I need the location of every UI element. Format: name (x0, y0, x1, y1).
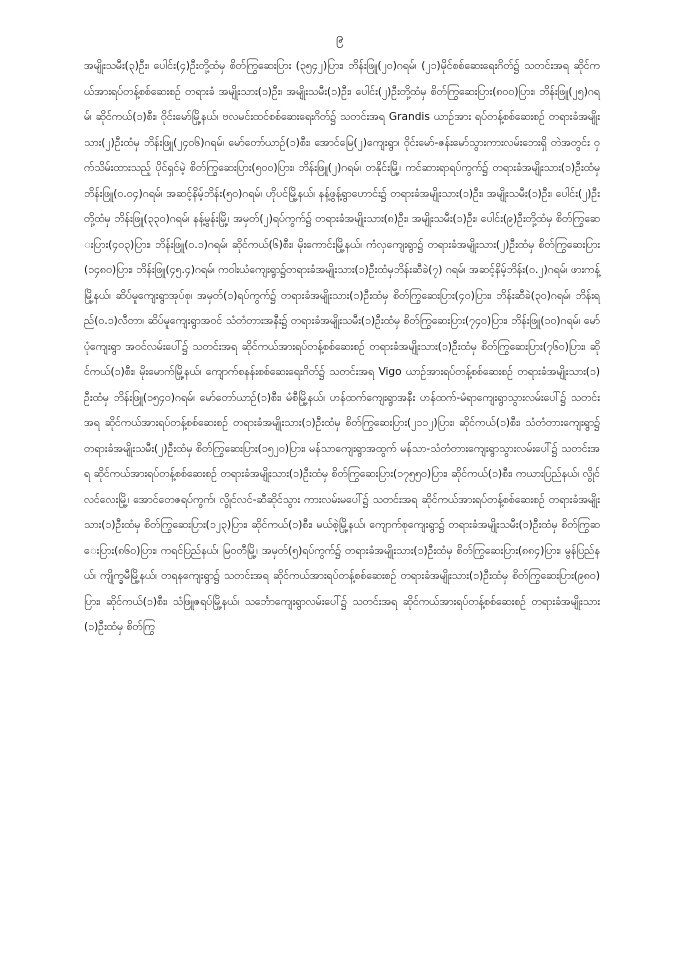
page-number: ၉ (335, 31, 344, 46)
body-paragraph: အမျိုးသမီး(၃)ဦး၊ ပေါင်း(၄)ဦးတို့ထံမှ စိတ်ကြွဆေးပြား (၃၅၄၂)ပြား၊ ဘိန်းဖြူ(၂၀)ဂရမ်၊ (၂၁)မိုင်စစ်ဆေးရေးဂိတ်၌ သတင်းအရ ဆိုင်ကယ်အားရပ်တန့်စစ်ဆေးစဉ် တရားခံ အမျိုးသား(၁)ဦး၊ အမျိုးသမီး(၁)ဦး၊ ပေါင်း(၂)ဦးတို့ထံမှ စိတ်ကြွဆေးပြား(၈၀၀)ပြား၊ ဘိန်းဖြူ(၂၅)ဂရမ်၊ ဆိုင်ကယ်(၁)စီး၊ ဝိုင်းမော်မြို့နယ်၊ ဗလမင်းထင်စစ်ဆေးရေးဂိတ်၌ သတင်းအရ Grandis ယာဉ်အား ရပ်တန့်စစ်ဆေးစဉ် တရားခံအမျိုးသား(၂)ဦးထံမှ ဘိန်းဖြူ(၂၄၀၆)ဂရမ်၊ မော်တော်ယာဉ်(၁)စီး၊ အောင်မြေ(၂)ကျေးရွာ၊ ဝိုင်းမော်-ဇန်းမော်သွားကားလမ်းဘေးရှိ တဲအတွင်း ဝှက်သိမ်းထားသည့် ပိုင်ရှင်မဲ့ စိတ်ကြွဆေးပြား(၅၀၀)ပြား၊ ဘိန်းဖြူ(၂)ဂရမ်၊ တနိုင်းမြို့၊ ကင်ဆားရာရပ်ကွက်၌ တရားခံအမျိုးသား(၁)ဦးထံမှ ဘိန်းဖြူ(၀.၀၄)ဂရမ်၊ အဆင့်နိမ့်ဘိန်း(၅၀)ဂရမ်၊ ဟိုပင်မြို့နယ်၊ နန့်ဖွန့်ရွာဟောင်း၌ တရားခံအမျိုးသား(၁)ဦး၊ အမျိုးသမီး(၁)ဦး၊ ပေါင်း(၂)ဦးတို့ထံမှ ဘိန်းဖြူ(၃၃၀)ဂရမ်၊ နန့်မွန်းမြို့၊ အမှတ်(၂)ရပ်ကွက်၌ တရားခံအမျိုးသား(၈)ဦး၊ အမျိုးသမီး(၁)ဦး၊ ပေါင်း(၉)ဦးတို့ထံမှ စိတ်ကြွဆေးပြား(၄၀၃)ပြား၊ ဘိန်းဖြူ(၀.၁)ဂရမ်၊ ဆိုင်ကယ်(၆)စီး၊ မိုးကောင်းမြို့နယ်၊ ကံလှကျေးရွာ၌ တရားခံအမျိုးသား(၂)ဦးထံမှ စိတ်ကြွဆေးပြား(၁၄၈၀)ပြား၊ ဘိန်းဖြူ(၄၅.၄)ဂရမ်၊ ကဝါးယံကျေးရွာ၌တရားခံအမျိုးသား(၁)ဦးထံမှဘိန်းဆီခဲ(၇) ဂရမ်၊ အဆင့်နိမ့်ဘိန်း(၀.၂)ဂရမ်၊ ဖားကန့်မြို့နယ်၊ ဆိပ်မူကျေးရွာအုပ်စု၊ အမှတ်(၁)ရပ်ကွက်၌ တရားခံအမျိုးသား(၁)ဦးထံမှ စိတ်ကြွဆေးပြား(၄၀)ပြား၊ ဘိန်းဆီခဲ(၃၀)ဂရမ်၊ ဘိန်းရည်(၀.၁)လီတာ၊ ဆိပ်မူကျေးရွာအဝင် သံတံတားအနီး၌ တရားခံအမျိုးသမီး(၁)ဦးထံမှ စိတ်ကြွဆေးပြား(၇၄၀)ပြား၊ ဘိန်းဖြူ(၁၀)ဂရမ်၊ မော်ပုံကျေးရွာ အဝင်လမ်းပေါ်၌ သတင်းအရ ဆိုင်ကယ်အားရပ်တန့်စစ်ဆေးစဉ် တရားခံအမျိုးသား(၁)ဦးထံမှ စိတ်ကြွဆေးပြား(၇၆၀)ပြား၊ ဆိုင်ကယ်(၁)စီး၊ မိုးမောက်မြို့နယ်၊ ကျောက်စနန်းစစ်ဆေးရေးဂိတ်၌ သတင်းအရ Vigo ယာဉ်အားရပ်တန့်စစ်ဆေးစဉ် တရားခံအမျိုးသား(၁)ဦးထံမှ ဘိန်းဖြူ(၁၅၄၀)ဂရမ်၊ မော်တော်ယာဉ်(၁)စီး၊ မံစီမြို့နယ်၊ ဟန်ထက်ကျေးရွာအနီး ဟန်ထက်-မံရာကျေးရွာသွားလမ်းပေါ်၌ သတင်းအရ ဆိုင်ကယ်အားရပ်တန့်စစ်ဆေးစဉ် တရားခံအမျိုးသား(၁)ဦးထံမှ စိတ်ကြွဆေးပြား(၂၁၁၂)ပြား၊ ဆိုင်ကယ်(၁)စီး၊ သံတံတားကျေးရွာ၌ တရားခံအမျိုးသမီး(၂)ဦးထံမှ စိတ်ကြွဆေးပြား(၁၅၂၀)ပြား၊ မန်သာကျေးရွာအထွက် မန်သာ-သံတံတားကျေးရွာသွားလမ်းပေါ်၌ သတင်းအရ ဆိုင်ကယ်အားရပ်တန့်စစ်ဆေးစဉ် တရားခံအမျိုးသား(၁)ဦးထံမှ စိတ်ကြွဆေးပြား(၁၇၅၅၀)ပြား၊ ဆိုင်ကယ်(၁)စီး၊ ကယားပြည်နယ်၊ လွိုင်လင်လေးမြို့၊ အောင်တေဇရပ်ကွက်၊ လွိုင်လင်-ဆီဆိုင်သွား ကားလမ်းမပေါ်၌ သတင်းအရ ဆိုင်ကယ်အားရပ်တန့်စစ်ဆေးစဉ် တရားခံအမျိုးသား(၁)ဦးထံမှ စိတ်ကြွဆေးပြား(၁၂၃)ပြား၊ ဆိုင်ကယ်(၁)စီး၊ မယ်စဲ့မြို့နယ်၊ ကျောက်စုကျေးရွာ၌ တရားခံအမျိုးသမီး(၁)ဦးထံမှ စိတ်ကြွဆေးပြား(၈၆၀)ပြား၊ ကရင်ပြည်နယ်၊ မြဝတီမြို့၊ အမှတ်(၅)ရပ်ကွက်၌ တရားခံအမျိုးသား(၁)ဦးထံမှ စိတ်ကြွဆေးပြား(၈၈၄)ပြား၊ မွန်ပြည်နယ်၊ ကျိုက္ခမီမြို့နယ်၊ တရနကျေးရွာ၌ သတင်းအရ ဆိုင်ကယ်အားရပ်တန့်စစ်ဆေးစဉ် တရားခံအမျိုးသား(၁)ဦးထံမှ စိတ်ကြွဆေးပြား(၉၈၀)ပြား၊ ဆိုင်ကယ်(၁)စီး၊ သံဖြူဇရပ်မြို့နယ်၊ သင်္ဘောကျေးရွာလမ်းပေါ်၌ သတင်းအရ ဆိုင်ကယ်အားရပ်တန့်စစ်ဆေးစဉ် တရားခံအမျိုးသား(၁)ဦးထံမှ စိတ်ကြွ (84, 60, 600, 633)
